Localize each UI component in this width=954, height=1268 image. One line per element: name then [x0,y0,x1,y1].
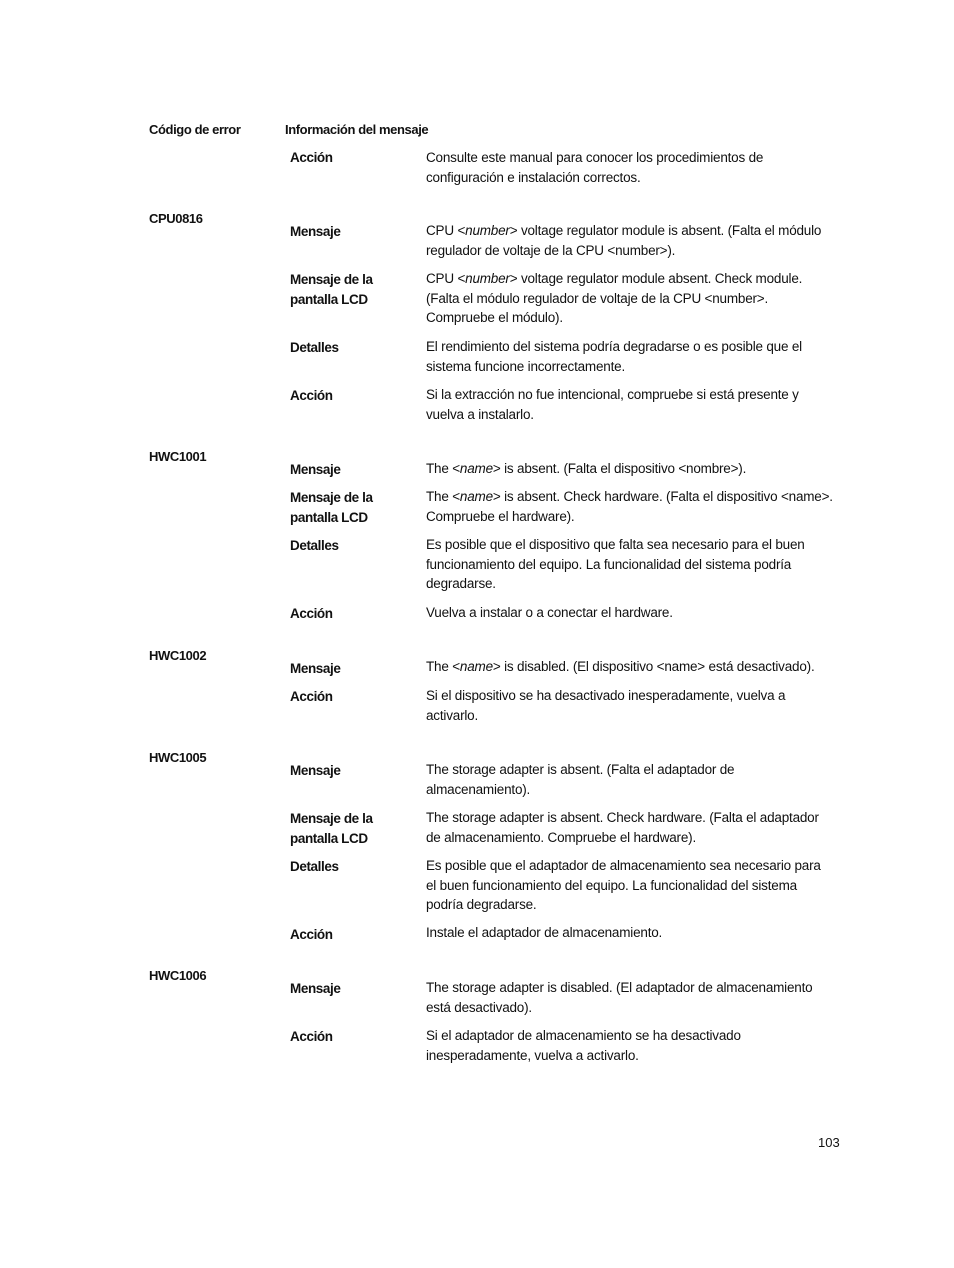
row-text: está desactivado). [426,999,532,1015]
row-text: The <name> is absent. (Falta el dispositivo <nombre>). [426,461,747,476]
row-label: Acción [290,927,333,942]
row-text: Si la extracción no fue intencional, compruebe si está presente y [426,387,799,402]
row-label: Mensaje de la [290,490,373,505]
row-text: Es posible que el dispositivo que falta sea necesario para el buen [426,537,805,552]
row-text: almacenamiento). [426,781,531,797]
row-label: Mensaje de la [290,811,373,826]
row-label: Acción [290,606,333,621]
column-header-error-code: Código de error [149,122,241,137]
row-text: Consulte este manual para conocer los procedimientos de [426,150,764,165]
error-code: CPU0816 [149,211,203,226]
page-number: 103 [818,1135,840,1150]
row-text: The <name> is disabled. (El dispositivo <name> está desactivado). [426,659,815,674]
error-code: HWC1001 [149,449,207,464]
row-text: Si el adaptador de almacenamiento se ha desactivado [426,1028,741,1043]
row-text: sistema funcione incorrectamente. [426,358,625,374]
row-label: Acción [290,1029,333,1044]
row-text: Vuelva a instalar o a conectar el hardware. [426,605,673,620]
row-text: Compruebe el módulo). [426,310,563,325]
row-label: Mensaje [290,661,341,676]
row-text: funcionamiento del equipo. La funcionalidad del sistema podría [426,556,792,572]
column-header-message-info: Información del mensaje [285,122,429,137]
row-label: Mensaje [290,763,341,778]
row-text: (Falta el módulo regulador de voltaje de la CPU <number>. [426,290,769,306]
row-label: Detalles [290,859,339,874]
row-text: Es posible que el adaptador de almacenamiento sea necesario para [426,858,821,873]
row-label: pantalla LCD [290,830,368,846]
row-text: Compruebe el hardware). [426,508,575,524]
row-text: The <name> is absent. Check hardware. (Falta el dispositivo <name>. [426,489,833,504]
row-text: podría degradarse. [426,897,537,912]
error-code: HWC1005 [149,750,207,765]
row-text: CPU <number> voltage regulator module absent. Check module. [426,271,803,286]
row-text: el buen funcionamiento del equipo. La funcionalidad del sistema [426,877,797,893]
row-label: Mensaje [290,462,341,477]
row-label: Mensaje [290,224,341,239]
row-text: vuelva a instalarlo. [426,406,534,422]
row-text: El rendimiento del sistema podría degradarse o es posible que el [426,339,802,354]
row-text: Si el dispositivo se ha desactivado inesperadamente, vuelva a [426,688,786,703]
error-code: HWC1002 [149,648,207,663]
row-text: configuración e instalación correctos. [426,169,641,185]
row-text: regulador de voltaje de la CPU <number>). [426,242,676,258]
row-text: activarlo. [426,707,479,723]
row-text: Instale el adaptador de almacenamiento. [426,925,663,940]
row-text: degradarse. [426,576,496,591]
row-label: Mensaje de la [290,272,373,287]
error-code: HWC1006 [149,968,207,983]
row-text: inesperadamente, vuelva a activarlo. [426,1047,639,1063]
row-label: pantalla LCD [290,509,368,525]
row-label: Acción [290,150,333,165]
row-label: Mensaje [290,981,341,996]
row-text: de almacenamiento. Compruebe el hardware). [426,829,696,845]
row-label: Detalles [290,340,339,355]
row-text: The storage adapter is absent. Check hardware. (Falta el adaptador [426,810,819,825]
row-label: Acción [290,689,333,704]
row-text: The storage adapter is absent. (Falta el adaptador de [426,762,735,777]
row-text: The storage adapter is disabled. (El adaptador de almacenamiento [426,980,813,995]
row-label: Detalles [290,538,339,553]
row-label: Acción [290,388,333,403]
row-text: CPU <number> voltage regulator module is absent. (Falta el módulo [426,223,822,238]
row-label: pantalla LCD [290,291,368,307]
